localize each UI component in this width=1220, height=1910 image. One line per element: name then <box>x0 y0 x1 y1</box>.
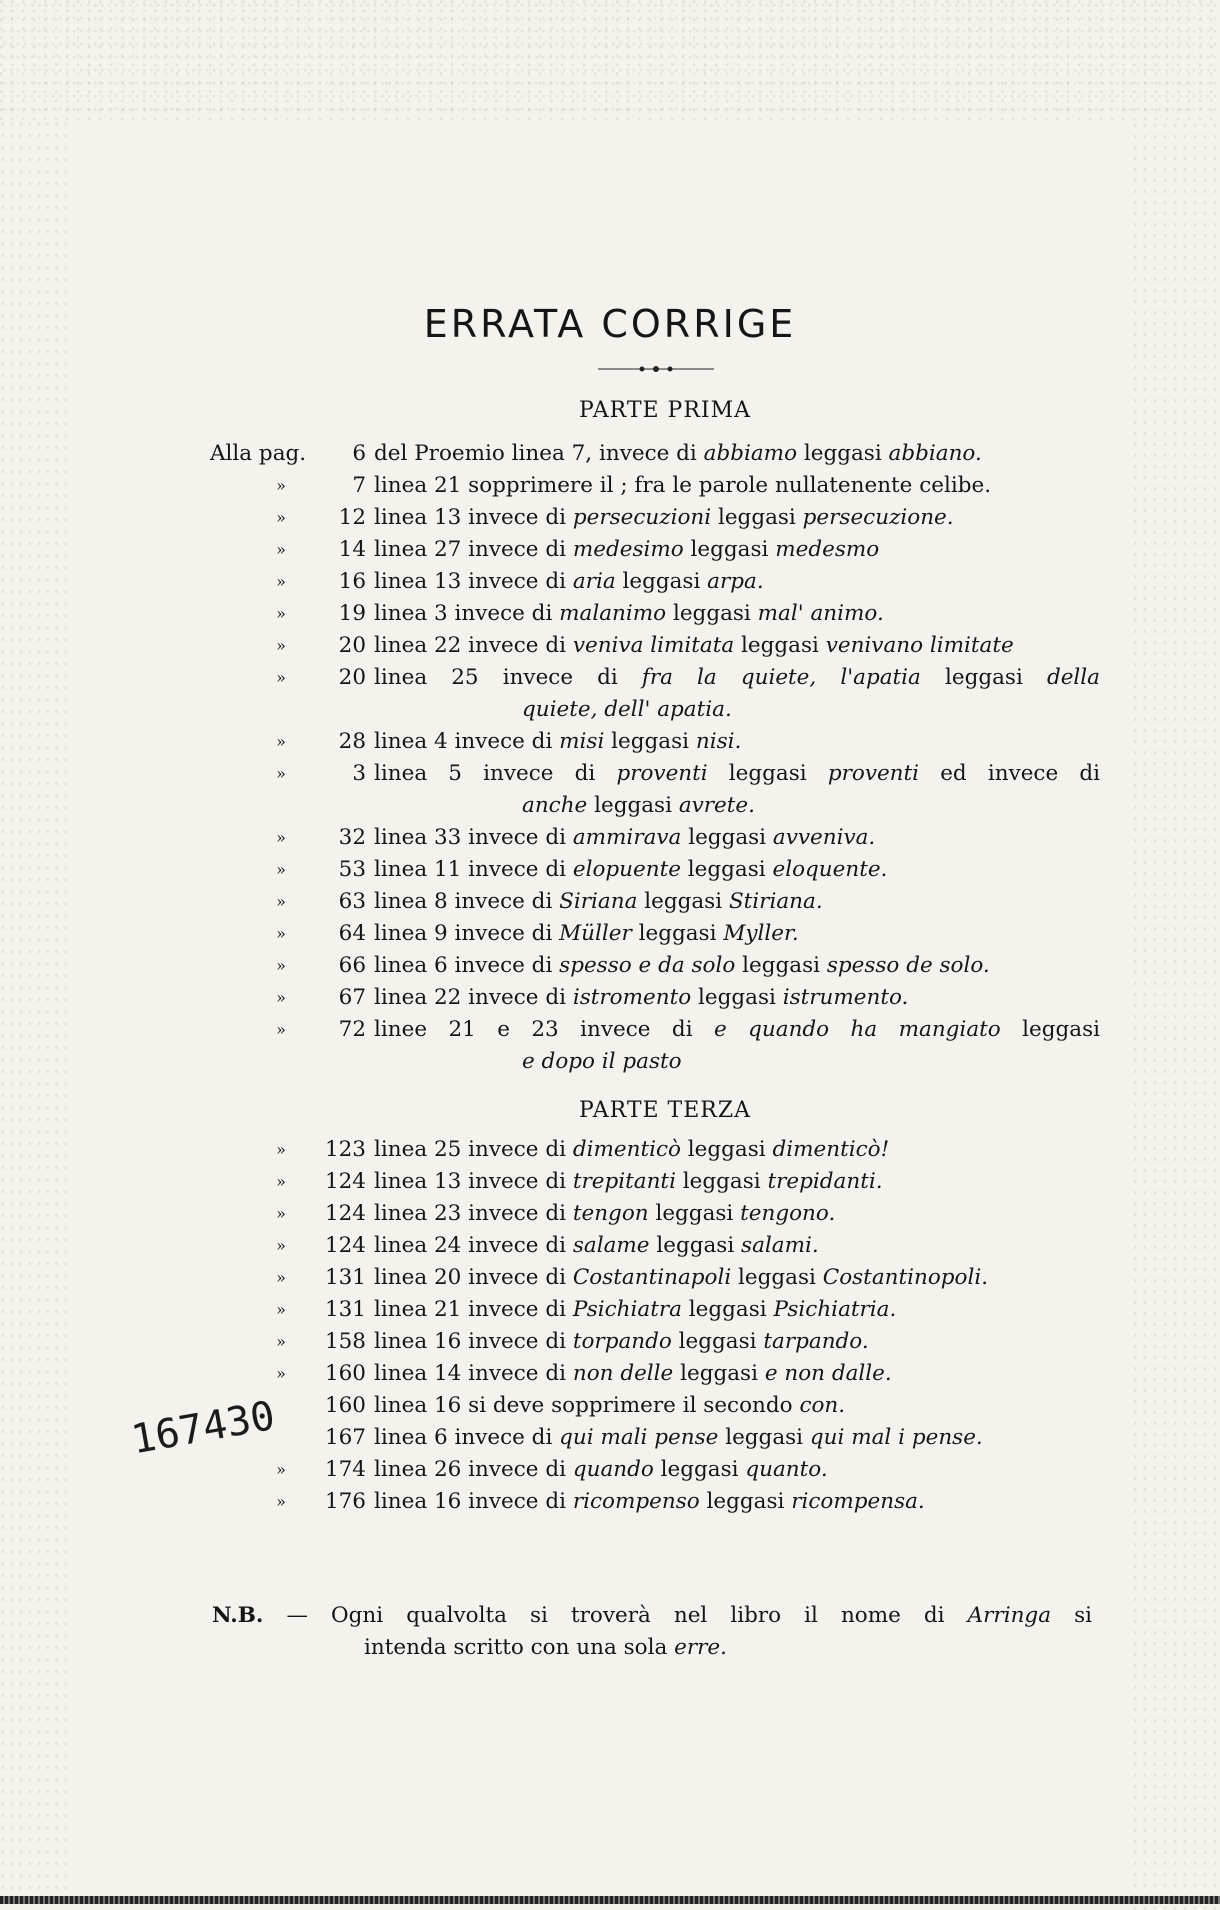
ornament-divider <box>596 364 716 374</box>
correction-continuation: anche leggasi avrete. <box>522 793 755 818</box>
page-number: 167 <box>324 1425 366 1450</box>
correction-text: linea 4 invece di misi leggasi nisi. <box>374 729 742 754</box>
ditto-mark: » <box>276 828 286 847</box>
correction-text: linea 16 invece di ricompenso leggasi ricompensa. <box>374 1489 925 1514</box>
page-number: 63 <box>338 889 366 914</box>
correction-continuation: quiete, dell' apatia. <box>522 697 732 722</box>
page-number: 19 <box>338 601 366 626</box>
errata-entry-continuation <box>0 1046 1220 1078</box>
correction-text: linea 21 invece di Psichiatra leggasi Psichiatria. <box>374 1297 897 1322</box>
correction-text: linea 6 invece di qui mali pense leggasi qui mal i pense. <box>374 1425 983 1450</box>
page-number: 64 <box>338 921 366 946</box>
ditto-mark: » <box>276 508 286 527</box>
page-number: 12 <box>338 505 366 530</box>
nota-bene <box>212 1600 1092 1664</box>
scan-noise-top <box>0 0 1220 120</box>
page-number: 67 <box>338 985 366 1010</box>
correction-text: linea 11 invece di elopuente leggasi eloquente. <box>374 857 888 882</box>
errata-entry <box>0 1230 1220 1262</box>
correction-text: linea 25 invece di dimenticò leggasi dimenticò! <box>374 1137 890 1162</box>
page-number: 131 <box>324 1265 366 1290</box>
ditto-mark: » <box>276 1020 286 1039</box>
errata-entry <box>0 1486 1220 1518</box>
ditto-mark: » <box>276 1236 286 1255</box>
errata-entry <box>0 502 1220 534</box>
page-number: 176 <box>324 1489 366 1514</box>
ditto-mark: » <box>276 540 286 559</box>
page-number: 6 <box>352 441 366 466</box>
heading-parte-terza: PARTE TERZA <box>578 1098 752 1123</box>
errata-entry <box>0 1358 1220 1390</box>
errata-entry <box>0 1326 1220 1358</box>
page-number: 72 <box>338 1017 366 1042</box>
correction-text: linea 8 invece di Siriana leggasi Stiriana. <box>374 889 823 914</box>
correction-continuation: e dopo il pasto <box>522 1049 682 1074</box>
page-number: 124 <box>324 1201 366 1226</box>
page-number: 53 <box>338 857 366 882</box>
correction-text: linea 16 si deve sopprimere il secondo con. <box>374 1393 846 1418</box>
page-number: 174 <box>324 1457 366 1482</box>
scan-edge-bar <box>0 1896 1220 1904</box>
ditto-mark: » <box>276 892 286 911</box>
ditto-mark: » <box>276 668 286 687</box>
heading-parte-prima: PARTE PRIMA <box>578 398 752 423</box>
errata-entry <box>0 886 1220 918</box>
ditto-mark: » <box>276 1172 286 1191</box>
correction-text: linea 22 invece di istromento leggasi istrumento. <box>374 985 909 1010</box>
errata-entry <box>0 726 1220 758</box>
errata-entry <box>0 662 1220 694</box>
ditto-mark: » <box>276 1460 286 1479</box>
errata-entry <box>0 1166 1220 1198</box>
page-number: 16 <box>338 569 366 594</box>
errata-entry <box>0 854 1220 886</box>
page-number: 124 <box>324 1169 366 1194</box>
ditto-mark: » <box>276 1332 286 1351</box>
errata-entry <box>0 1294 1220 1326</box>
errata-entry <box>0 598 1220 630</box>
page-title: ERRATA CORRIGE <box>423 302 797 346</box>
ditto-mark: » <box>276 860 286 879</box>
correction-text: linea 22 invece di veniva limitata leggasi venivano limitate <box>374 633 1014 658</box>
correction-text: linea 20 invece di Costantinapoli leggasi Costantinopoli. <box>374 1265 989 1290</box>
nb-line-2: intenda scritto con una sola erre. <box>364 1635 727 1660</box>
correction-text: linea 26 invece di quando leggasi quanto. <box>374 1457 828 1482</box>
errata-entry <box>0 950 1220 982</box>
ditto-mark: » <box>276 572 286 591</box>
nb-line-1: — Ogni qualvolta si troverà nel libro il nome di Arringa si <box>286 1603 1092 1628</box>
ditto-mark: » <box>276 956 286 975</box>
alla-pag-label: Alla pag. <box>210 441 307 466</box>
page-number: 158 <box>324 1329 366 1354</box>
ditto-mark: » <box>276 604 286 623</box>
correction-text: linea 3 invece di malanimo leggasi mal' animo. <box>374 601 884 626</box>
page-number: 3 <box>352 761 366 786</box>
correction-text: linea 21 sopprimere il ; fra le parole nullatenente celibe. <box>374 473 992 498</box>
ditto-mark: » <box>276 1204 286 1223</box>
ditto-mark: » <box>276 924 286 943</box>
errata-entry <box>0 470 1220 502</box>
library-stamp: 167430 <box>128 1392 279 1464</box>
ditto-mark: » <box>276 1492 286 1511</box>
errata-entry <box>0 630 1220 662</box>
page-number: 131 <box>324 1297 366 1322</box>
correction-text: linea 5 invece di proventi leggasi proventi ed invece di <box>374 761 1100 786</box>
page-number: 32 <box>338 825 366 850</box>
ditto-mark: » <box>276 1140 286 1159</box>
page-number: 28 <box>338 729 366 754</box>
errata-entry-continuation <box>0 790 1220 822</box>
correction-text: del Proemio linea 7, invece di abbiamo leggasi abbiano. <box>374 441 982 466</box>
errata-entry <box>0 758 1220 790</box>
correction-text: linea 13 invece di aria leggasi arpa. <box>374 569 764 594</box>
errata-entry <box>0 918 1220 950</box>
page-number: 20 <box>338 633 366 658</box>
errata-entry <box>0 566 1220 598</box>
ditto-mark: » <box>276 988 286 1007</box>
errata-entry <box>0 1262 1220 1294</box>
errata-entry <box>0 1134 1220 1166</box>
page-number: 160 <box>324 1393 366 1418</box>
correction-text: linea 13 invece di persecuzioni leggasi persecuzione. <box>374 505 954 530</box>
errata-entry <box>0 1198 1220 1230</box>
page-number: 14 <box>338 537 366 562</box>
correction-text: linea 24 invece di salame leggasi salami. <box>374 1233 819 1258</box>
page-number: 20 <box>338 665 366 690</box>
ditto-mark: » <box>276 764 286 783</box>
ditto-mark: » <box>276 636 286 655</box>
errata-entry <box>0 534 1220 566</box>
correction-text: linea 23 invece di tengon leggasi tengono. <box>374 1201 836 1226</box>
ditto-mark: » <box>276 476 286 495</box>
correction-text: linea 13 invece di trepitanti leggasi trepidanti. <box>374 1169 883 1194</box>
errata-entry <box>0 822 1220 854</box>
page-number: 123 <box>324 1137 366 1162</box>
nb-label: N.B. <box>212 1603 264 1628</box>
ditto-mark: » <box>276 732 286 751</box>
correction-text: linea 27 invece di medesimo leggasi medesmo <box>374 537 880 562</box>
correction-text: linea 6 invece di spesso e da solo leggasi spesso de solo. <box>374 953 990 978</box>
correction-text: linee 21 e 23 invece di e quando ha mangiato leggasi <box>374 1017 1100 1042</box>
ditto-mark: » <box>276 1268 286 1287</box>
errata-entry <box>0 1014 1220 1046</box>
errata-entry <box>0 982 1220 1014</box>
correction-text: linea 16 invece di torpando leggasi tarpando. <box>374 1329 869 1354</box>
ditto-mark: » <box>276 1364 286 1383</box>
page-number: 124 <box>324 1233 366 1258</box>
correction-text: linea 9 invece di Müller leggasi Myller. <box>374 921 799 946</box>
page-number: 7 <box>352 473 366 498</box>
page-number: 66 <box>338 953 366 978</box>
errata-entry <box>0 1454 1220 1486</box>
page-number: 160 <box>324 1361 366 1386</box>
errata-entry-continuation <box>0 694 1220 726</box>
ditto-mark: » <box>276 1300 286 1319</box>
correction-text: linea 25 invece di fra la quiete, l'apatia leggasi della <box>374 665 1100 690</box>
correction-text: linea 33 invece di ammirava leggasi avveniva. <box>374 825 876 850</box>
correction-text: linea 14 invece di non delle leggasi e non dalle. <box>374 1361 892 1386</box>
errata-entry <box>0 438 1220 470</box>
